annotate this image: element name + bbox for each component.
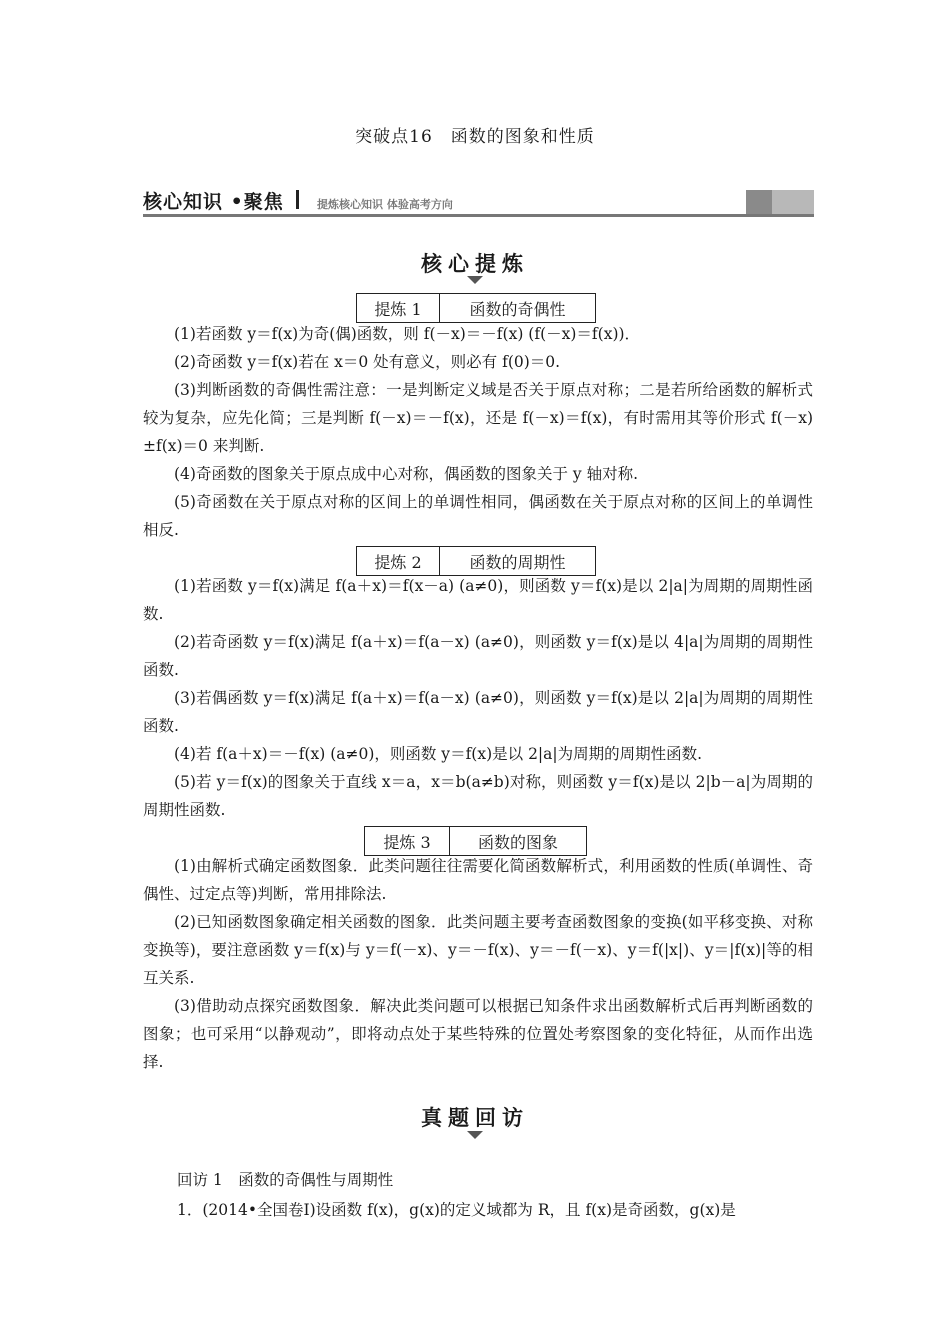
topic-box-key: 提炼 3 <box>365 827 450 855</box>
paragraph: (1)由解析式确定函数图象．此类问题往往需要化简函数解析式，利用函数的性质(单调性、奇偶性、过定点等)判断，常用排除法. <box>143 857 813 903</box>
paragraph: (5)奇函数在关于原点对称的区间上的单调性相同，偶函数在关于原点对称的区间上的单调性相反. <box>143 493 813 539</box>
paragraph: (1)若函数 y＝f(x)满足 f(a＋x)＝f(x－a) (a≠0)，则函数 y＝f(x)是以 2|a|为周期的周期性函数. <box>143 577 813 623</box>
paragraph: (3)若偶函数 y＝f(x)满足 f(a＋x)＝f(a－x) (a≠0)，则函数 y＝f(x)是以 2|a|为周期的周期性函数. <box>143 689 813 735</box>
section-heading-review: 真题回访 <box>421 1106 529 1130</box>
topic-box-1 <box>356 293 596 323</box>
triangle-down-icon <box>467 1131 483 1139</box>
banner-divider <box>296 190 299 209</box>
paragraph: (2)奇函数 y＝f(x)若在 x＝0 处有意义，则必有 f(0)＝0. <box>174 353 561 371</box>
paragraph: (4)奇函数的图象关于原点成中心对称，偶函数的图象关于 y 轴对称. <box>174 465 638 483</box>
paragraph: (3)借助动点探究函数图象．解决此类问题可以根据已知条件求出函数解析式后再判断函数的图象；也可采用“以静观动”，即将动点处于某些特殊的位置处考察图象的变化特征，从而作出选择. <box>143 997 813 1071</box>
section-heading-core: 核心提炼 <box>421 252 529 276</box>
section-banner <box>143 187 814 217</box>
topic-box-key: 提炼 2 <box>357 547 440 575</box>
triangle-down-icon <box>467 276 483 284</box>
question-text: 1．(2014•全国卷Ⅰ)设函数 f(x)，g(x)的定义域都为 R，且 f(x)是奇函数，g(x)是 <box>177 1201 736 1219</box>
topic-box-value: 函数的奇偶性 <box>469 299 566 319</box>
topic-box-value: 函数的图象 <box>477 832 558 852</box>
paragraph: (1)若函数 y＝f(x)为奇(偶)函数，则 f(－x)＝－f(x) (f(－x)＝f(x))． <box>174 325 641 343</box>
banner-rule <box>143 214 814 217</box>
review-label: 回访 1 函数的奇偶性与周期性 <box>177 1171 394 1189</box>
paragraph: (2)已知函数图象确定相关函数的图象．此类问题主要考查函数图象的变换(如平移变换、对称变换等)，要注意函数 y＝f(x)与 y＝f(－x)、y＝－f(x)、y＝－f(－x)、y＝f(|x|)、y＝|f(x)|等的相互关系. <box>143 913 813 987</box>
paragraph: (5)若 y＝f(x)的图象关于直线 x＝a，x＝b(a≠b)对称，则函数 y＝f(x)是以 2|b－a|为周期的周期性函数. <box>143 773 813 819</box>
banner-block-light <box>772 190 814 214</box>
paragraph: (2)若奇函数 y＝f(x)满足 f(a＋x)＝f(a－x) (a≠0)，则函数 y＝f(x)是以 4|a|为周期的周期性函数. <box>143 633 813 679</box>
paragraph: (4)若 f(a＋x)＝－f(x) (a≠0)，则函数 y＝f(x)是以 2|a|为周期的周期性函数. <box>174 745 703 763</box>
topic-box-key: 提炼 1 <box>357 294 440 322</box>
page-title: 突破点16 函数的图象和性质 <box>355 127 595 147</box>
banner-title: 核心知识 •聚焦 <box>143 191 284 213</box>
banner-block-dark <box>746 190 772 214</box>
paragraph: (3)判断函数的奇偶性需注意：一是判断定义域是否关于原点对称；二是若所给函数的解析式较为复杂，应先化简；三是判断 f(－x)＝－f(x)，还是 f(－x)＝f(x)，有时需用其等价形式 f(－x)±f(x)＝0 来判断. <box>143 381 813 455</box>
topic-box-value: 函数的周期性 <box>469 552 566 572</box>
banner-subtitle: 提炼核心知识 体验高考方向 <box>317 198 453 211</box>
